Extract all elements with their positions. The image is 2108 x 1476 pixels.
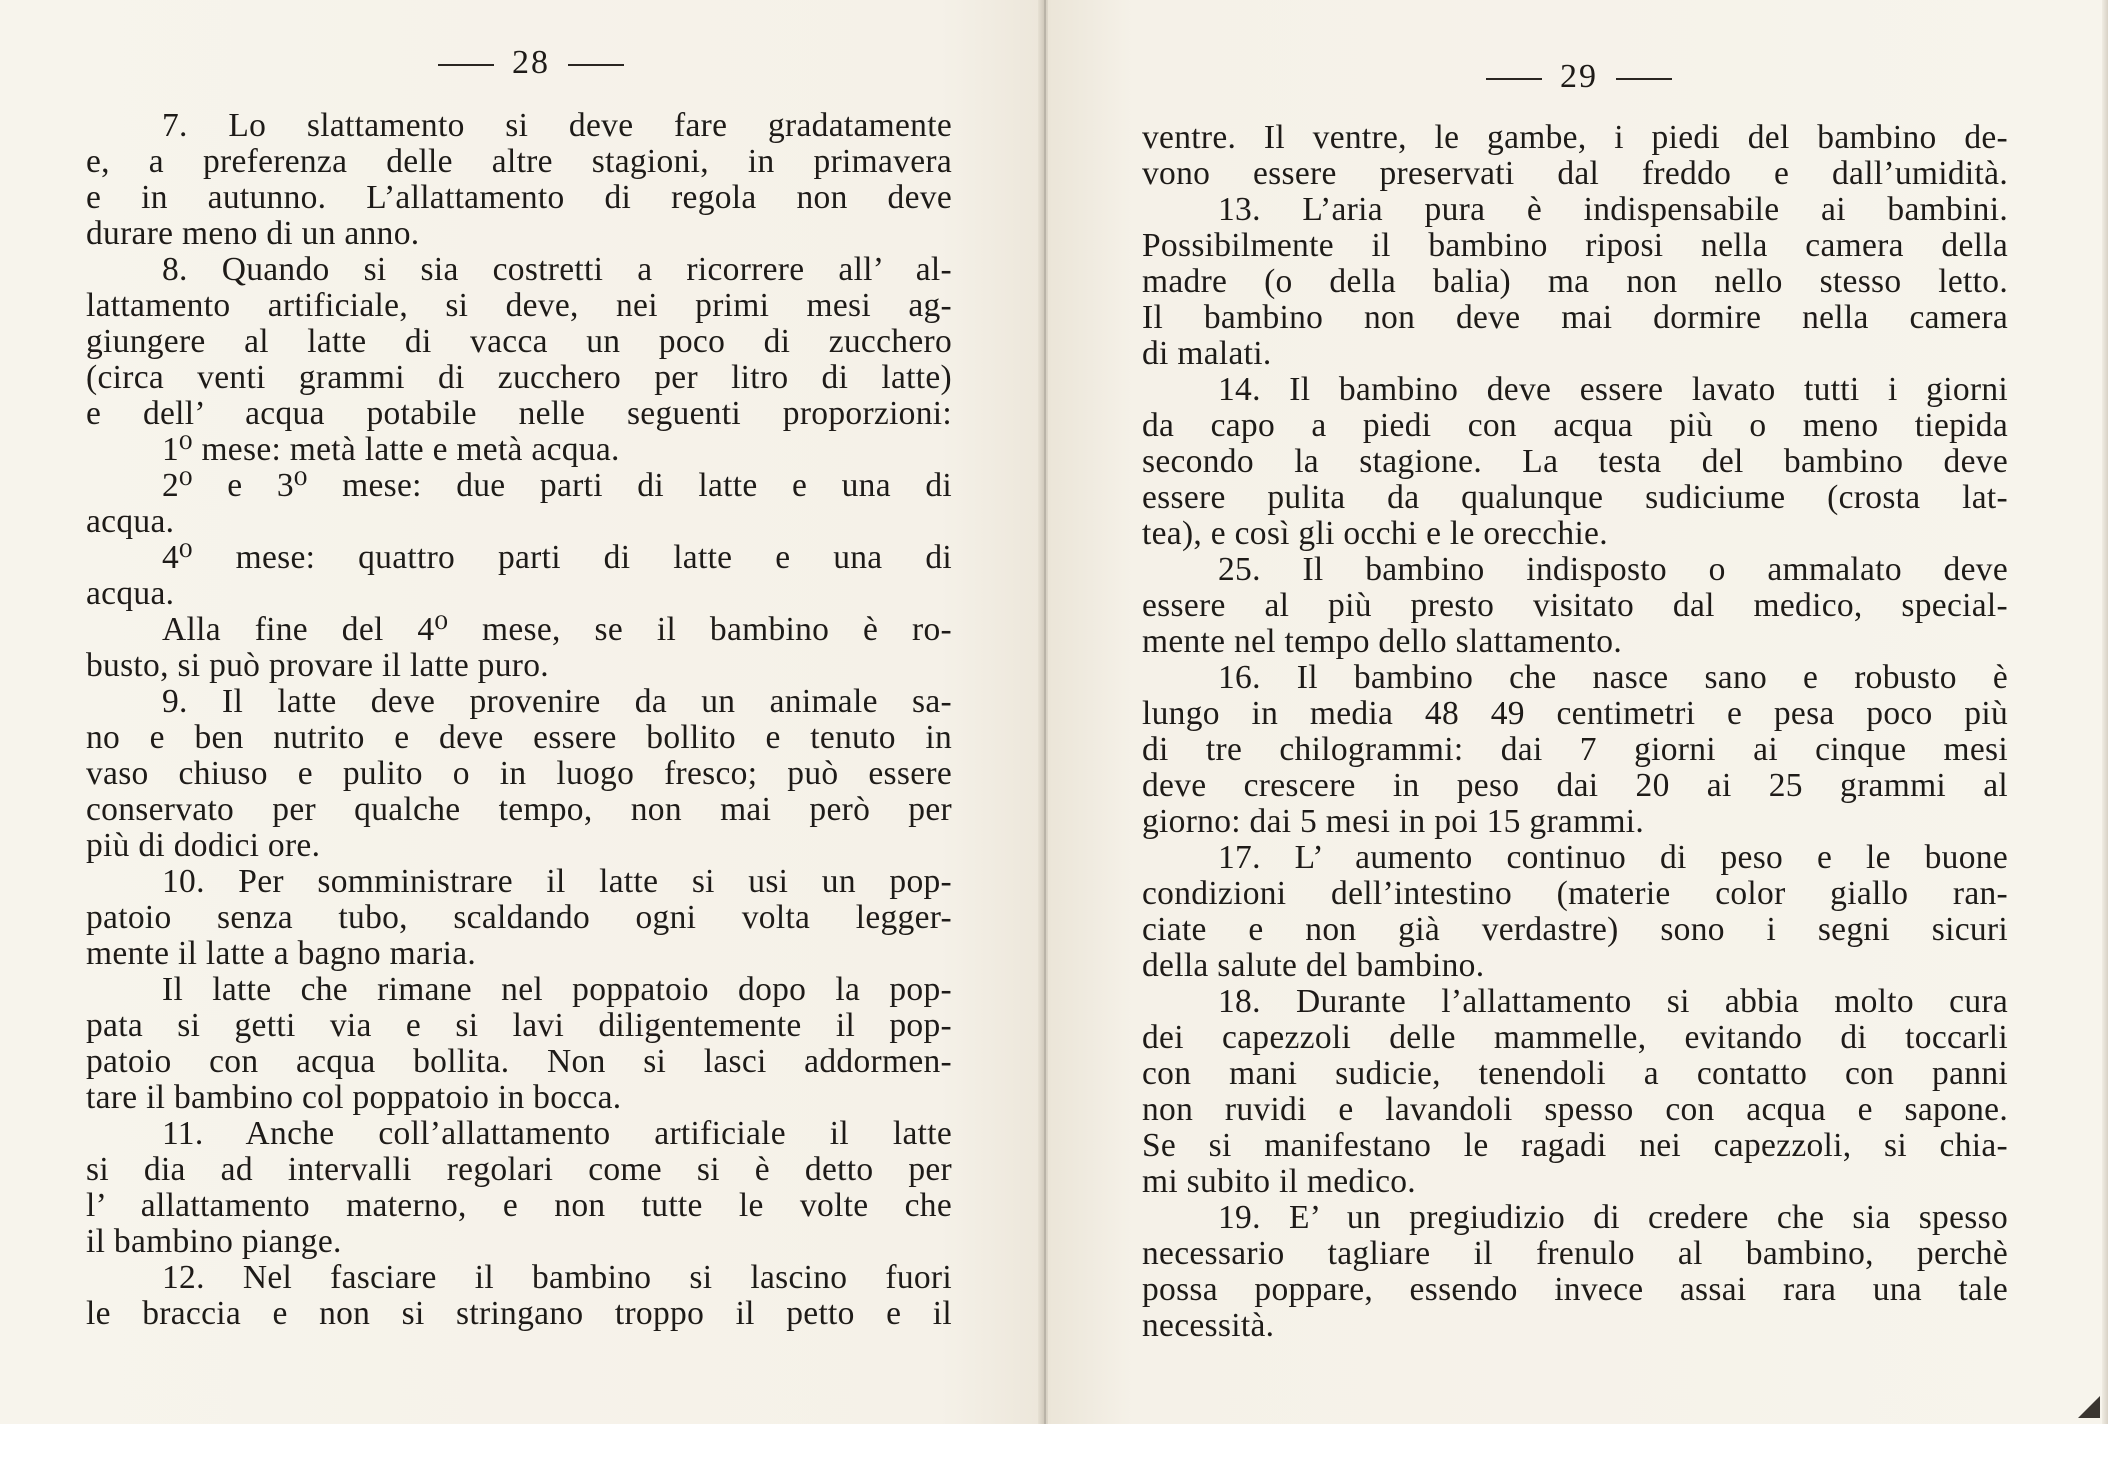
text-line: mi subito il medico.: [1142, 1163, 1416, 1200]
text-line: 13. L’aria pura è indispensabile ai bambini.: [1218, 191, 2008, 228]
text-line: essere pulita da qualunque sudiciume (crosta lat-: [1142, 479, 2008, 516]
text-line: possa poppare, essendo invece assai rara una tale: [1142, 1271, 2008, 1308]
text-line: lungo in media 48 49 centimetri e pesa poco più: [1142, 695, 2008, 732]
text-line: 4⁰ mese: quattro parti di latte e una di: [162, 539, 952, 576]
text-line: 10. Per somministrare il latte si usi un pop-: [162, 863, 952, 900]
text-line: le braccia e non si stringano troppo il petto e il: [86, 1295, 952, 1332]
text-line: e in autunno. L’allattamento di regola non deve: [86, 179, 952, 216]
page-number-dash: [1616, 78, 1672, 80]
page-number-dash: [438, 64, 494, 66]
text-line: tare il bambino col poppatoio in bocca.: [86, 1079, 622, 1116]
text-line: acqua.: [86, 575, 175, 612]
text-line: il bambino piange.: [86, 1223, 342, 1260]
page-edge: [2102, 0, 2108, 1476]
text-line: 11. Anche coll’allattamento artificiale il latte: [162, 1115, 952, 1152]
text-line: 2⁰ e 3⁰ mese: due parti di latte e una di: [162, 467, 952, 504]
text-line: Alla fine del 4⁰ mese, se il bambino è ro-: [162, 611, 952, 648]
text-line: l’ allattamento materno, e non tutte le volte che: [86, 1187, 952, 1224]
text-line: 19. E’ un pregiudizio di credere che sia spesso: [1218, 1199, 2008, 1236]
text-line: condizioni dell’intestino (materie color giallo ran-: [1142, 875, 2008, 912]
left-page: [0, 0, 1045, 1476]
page-number-left: [420, 44, 642, 82]
text-line: di tre chilogrammi: dai 7 giorni ai cinque mesi: [1142, 731, 2008, 768]
right-page-text: [1142, 120, 2008, 1344]
text-line: 12. Nel fasciare il bambino si lascino fuori: [162, 1259, 952, 1296]
text-line: 25. Il bambino indisposto o ammalato deve: [1218, 551, 2008, 588]
text-line: da capo a piedi con acqua più o meno tiepida: [1142, 407, 2008, 444]
text-line: patoio senza tubo, scaldando ogni volta legger-: [86, 899, 952, 936]
right-page: [1048, 0, 2108, 1476]
text-line: Possibilmente il bambino riposi nella camera della: [1142, 227, 2008, 264]
page-number-text: 29: [1560, 58, 1598, 95]
text-line: no e ben nutrito e deve essere bollito e tenuto in: [86, 719, 952, 756]
text-line: patoio con acqua bollita. Non si lasci addormen-: [86, 1043, 952, 1080]
text-line: pata si getti via e si lavi diligentemente il pop-: [86, 1007, 952, 1044]
text-line: madre (o della balia) ma non nello stesso letto.: [1142, 263, 2008, 300]
text-line: necessità.: [1142, 1307, 1275, 1344]
text-line: vono essere preservati dal freddo e dall’umidità.: [1142, 155, 2008, 192]
text-line: ventre. Il ventre, le gambe, i piedi del bambino de-: [1142, 119, 2008, 156]
text-line: mente il latte a bagno maria.: [86, 935, 477, 972]
text-line: con mani sudicie, tenendoli a contatto con panni: [1142, 1055, 2008, 1092]
page-number-dash: [568, 64, 624, 66]
text-line: durare meno di un anno.: [86, 215, 420, 252]
text-line: di malati.: [1142, 335, 1272, 372]
text-line: conservato per qualche tempo, non mai però per: [86, 791, 952, 828]
text-line: non ruvidi e lavandoli spesso con acqua e sapone.: [1142, 1091, 2008, 1128]
page-corner-icon: [2078, 1396, 2100, 1418]
text-line: giungere al latte di vacca un poco di zucchero: [86, 323, 952, 360]
text-line: Se si manifestano le ragadi nei capezzoli, si chia-: [1142, 1127, 2008, 1164]
text-line: vaso chiuso e pulito o in luogo fresco; può essere: [86, 755, 952, 792]
text-line: della salute del bambino.: [1142, 947, 1485, 984]
text-line: busto, si può provare il latte puro.: [86, 647, 549, 684]
text-line: 7. Lo slattamento si deve fare gradatamente: [162, 107, 952, 144]
text-line: 16. Il bambino che nasce sano e robusto è: [1218, 659, 2008, 696]
page-number-dash: [1486, 78, 1542, 80]
left-page-text: [86, 108, 952, 1332]
text-line: dei capezzoli delle mammelle, evitando di toccarli: [1142, 1019, 2008, 1056]
text-line: e dell’ acqua potabile nelle seguenti proporzioni:: [86, 395, 952, 432]
scan-margin: [0, 1424, 2108, 1476]
text-line: 9. Il latte deve provenire da un animale sa-: [162, 683, 952, 720]
text-line: 1⁰ mese: metà latte e metà acqua.: [162, 431, 620, 468]
text-line: Il bambino non deve mai dormire nella camera: [1142, 299, 2008, 336]
text-line: deve crescere in peso dai 20 ai 25 grammi al: [1142, 767, 2008, 804]
text-line: più di dodici ore.: [86, 827, 321, 864]
text-line: 8. Quando si sia costretti a ricorrere all’ al-: [162, 251, 952, 288]
text-line: (circa venti grammi di zucchero per litro di latte): [86, 359, 952, 396]
text-line: necessario tagliare il frenulo al bambino, perchè: [1142, 1235, 2008, 1272]
text-line: ciate e non già verdastre) sono i segni sicuri: [1142, 911, 2008, 948]
text-line: e, a preferenza delle altre stagioni, in primavera: [86, 143, 952, 180]
text-line: acqua.: [86, 503, 175, 540]
text-line: mente nel tempo dello slattamento.: [1142, 623, 1623, 660]
page-number-right: [1468, 58, 1690, 96]
text-line: tea), e così gli occhi e le orecchie.: [1142, 515, 1608, 552]
text-line: si dia ad intervalli regolari come si è detto per: [86, 1151, 952, 1188]
text-line: essere al più presto visitato dal medico, special-: [1142, 587, 2008, 624]
text-line: 14. Il bambino deve essere lavato tutti i giorni: [1218, 371, 2008, 408]
text-line: 17. L’ aumento continuo di peso e le buone: [1218, 839, 2008, 876]
text-line: secondo la stagione. La testa del bambino deve: [1142, 443, 2008, 480]
page-number-text: 28: [512, 44, 550, 81]
text-line: 18. Durante l’allattamento si abbia molto cura: [1218, 983, 2008, 1020]
text-line: Il latte che rimane nel poppatoio dopo la pop-: [162, 971, 952, 1008]
text-line: lattamento artificiale, si deve, nei primi mesi ag-: [86, 287, 952, 324]
text-line: giorno: dai 5 mesi in poi 15 grammi.: [1142, 803, 1645, 840]
